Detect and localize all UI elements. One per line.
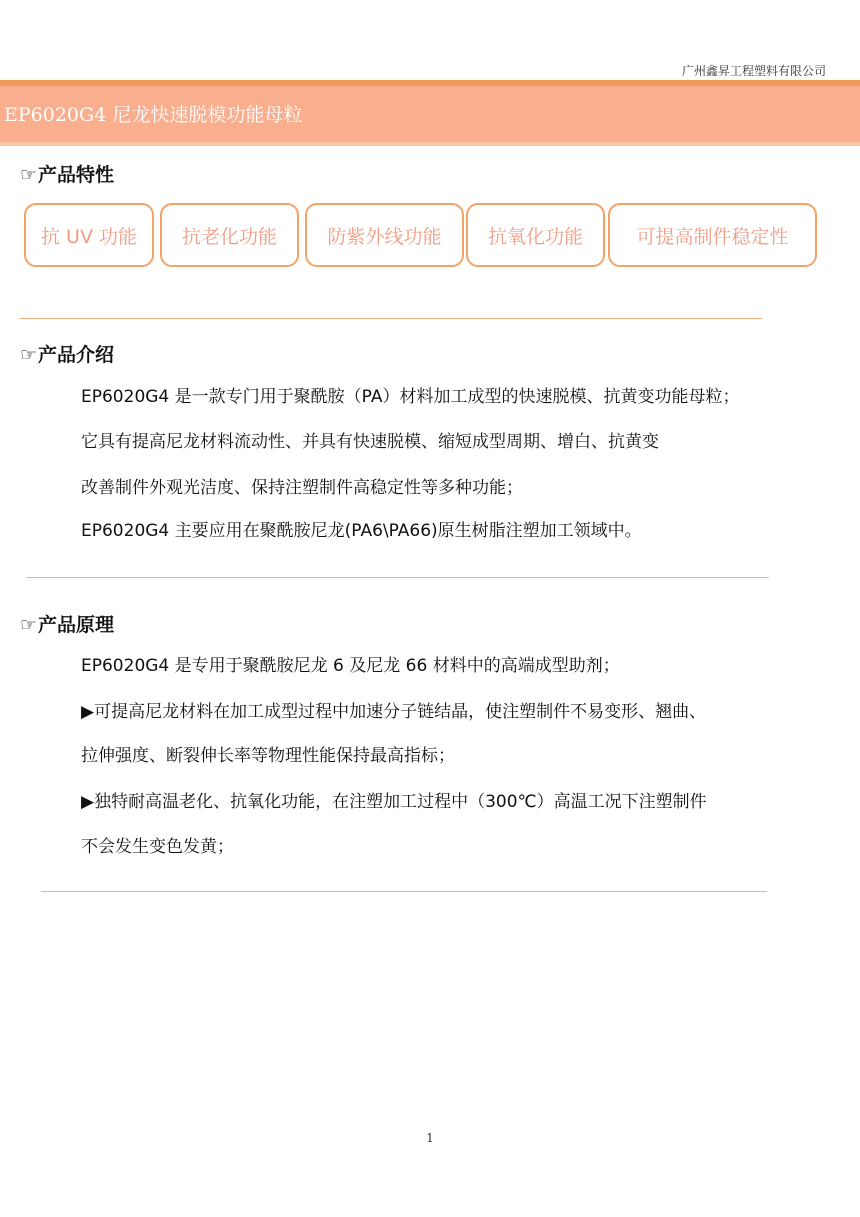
feature-label: 抗 UV 功能 (41, 225, 137, 248)
feature-label: 可提高制件稳定性 (636, 225, 789, 248)
principle-heading-text: 产品原理 (38, 614, 115, 636)
feature-label: 抗老化功能 (181, 225, 277, 248)
principle-line-2: ▶可提高尼龙材料在加工成型过程中加速分子链结晶，使注塑制件不易变形、翘曲、 (81, 702, 707, 722)
principle-line-3: 拉伸强度、断裂伸长率等物理性能保持最高指标； (81, 746, 455, 766)
feature-box-anti-ultraviolet (305, 203, 464, 267)
principle-line-1: EP6020G4 是专用于聚酰胺尼龙 6 及尼龙 66 材料中的高端成型助剂； (81, 656, 620, 676)
intro-line-4: EP6020G4 主要应用在聚酰胺尼龙(PA6\PA66)原生树脂注塑加工领域中。 (81, 521, 642, 541)
intro-heading (20, 340, 114, 367)
title-band (0, 80, 860, 146)
features-heading-text: 产品特性 (38, 164, 115, 186)
intro-line-1: EP6020G4 是一款专门用于聚酰胺（PA）材料加工成型的快速脱模、抗黄变功能母粒； (81, 387, 740, 407)
company-name: 广州鑫昇工程塑料有限公司 (681, 64, 826, 78)
principle-line-4: ▶独特耐高温老化、抗氧化功能，在注塑加工过程中（300℃）高温工况下注塑制件 (81, 792, 707, 812)
divider-1 (20, 318, 762, 319)
feature-box-anti-aging (160, 203, 299, 267)
principle-line-5: 不会发生变色发黄； (81, 837, 234, 857)
page-number: 1 (426, 1131, 434, 1145)
intro-line-3: 改善制件外观光洁度、保持注塑制件高稳定性等多种功能； (81, 478, 523, 498)
intro-heading-text: 产品介绍 (38, 344, 115, 366)
features-heading (20, 160, 114, 187)
intro-line-2: 它具有提高尼龙材料流动性、并具有快速脱模、缩短成型周期、增白、抗黄变 (81, 432, 659, 452)
pointing-hand-icon: ☞ (20, 164, 38, 186)
divider-2 (26, 577, 769, 578)
feature-box-stability (608, 203, 817, 267)
document-title: EP6020G4 尼龙快速脱模功能母粒 (4, 104, 303, 126)
divider-3 (41, 891, 767, 892)
feature-box-uv (24, 203, 154, 267)
pointing-hand-icon: ☞ (20, 344, 38, 366)
feature-label: 防紫外线功能 (327, 225, 442, 248)
feature-label: 抗氧化功能 (487, 225, 583, 248)
pointing-hand-icon: ☞ (20, 614, 38, 636)
feature-box-antioxidant (466, 203, 605, 267)
principle-heading (20, 610, 114, 637)
